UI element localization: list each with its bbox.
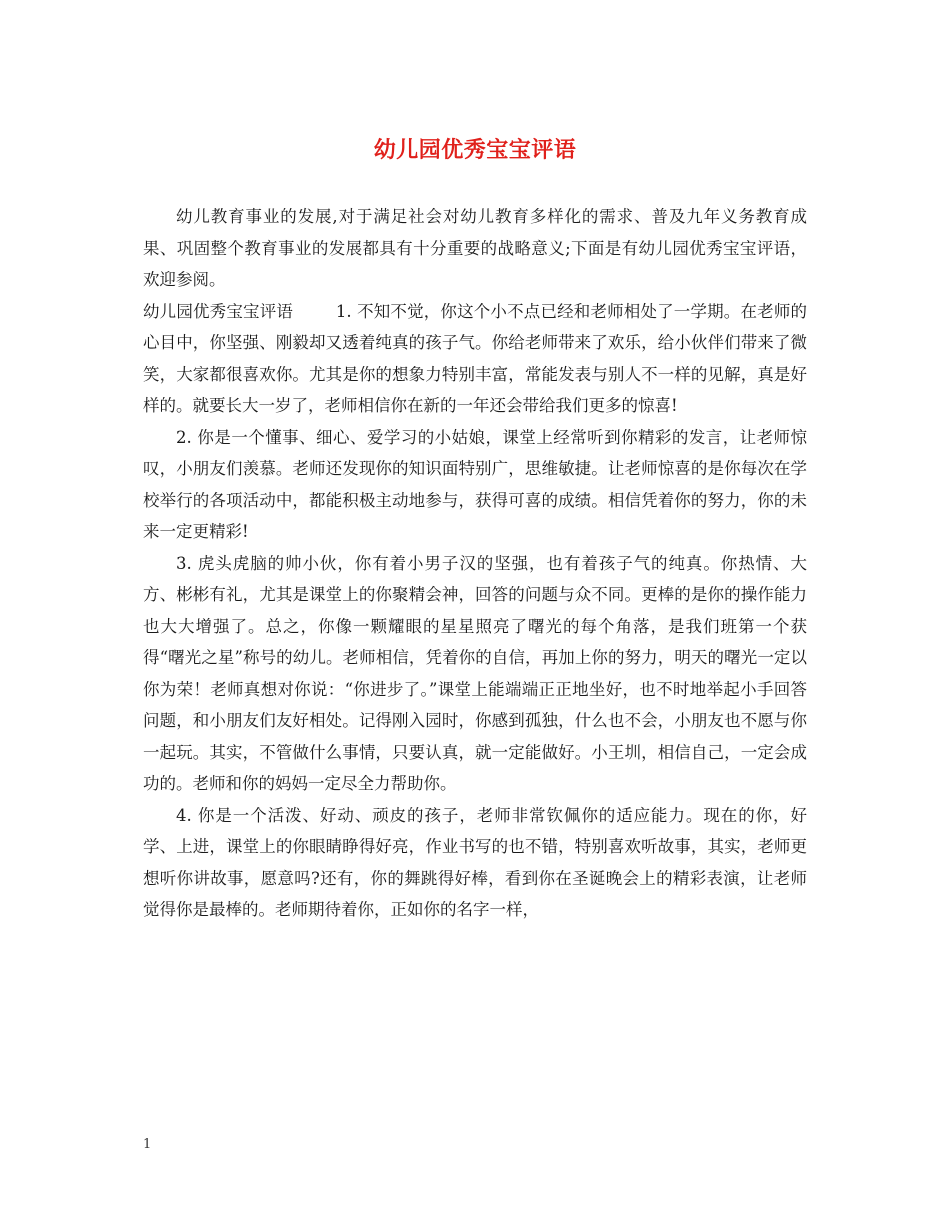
item-4-paragraph: 4. 你是一个活泼、好动、顽皮的孩子，老师非常钦佩你的适应能力。现在的你，好学、上进，课堂上的你眼睛睁得好亮，作业书写的也不错，特别喜欢听故事，其实，老师更想听你讲故事，愿意吗?还有，你的舞跳得好棒，看到你在圣诞晚会上的精彩表演，让老师觉得你是最棒的。老师期待着你，正如你的名字一样， xyxy=(143,805,807,919)
page-number: 1 xyxy=(143,1137,152,1152)
document-body xyxy=(143,201,807,926)
document-title: 幼儿园优秀宝宝评语 xyxy=(373,137,577,163)
section-label: 幼儿园优秀宝宝评语 xyxy=(143,301,294,321)
item-2-paragraph: 2. 你是一个懂事、细心、爱学习的小姑娘，课堂上经常听到你精彩的发言，让老师惊叹，小朋友们羡慕。老师还发现你的知识面特别广，思维敏捷。让老师惊喜的是你每次在学校举行的各项活动中，都能积极主动地参与，获得可喜的成绩。相信凭着你的努力，你的未来一定更精彩! xyxy=(143,427,807,541)
item-3-paragraph: 3. 虎头虎脑的帅小伙，你有着小男子汉的坚强，也有着孩子气的纯真。你热情、大方、彬彬有礼，尤其是课堂上的你聚精会神，回答的问题与众不同。更棒的是你的操作能力也大大增强了。总之，你像一颗耀眼的星星照亮了曙光的每个角落，是我们班第一个获得“曙光之星”称号的幼儿。老师相信，凭着你的自信，再加上你的努力，明天的曙光一定以你为荣！老师真想对你说：“你进步了。”课堂上能端端正正地坐好，也不时地举起小手回答问题，和小朋友们友好相处。记得刚入园时，你感到孤独，什么也不会，小朋友也不愿与你一起玩。其实，不管做什么事情，只要认真，就一定能做好。小王圳，相信自己，一定会成功的。老师和你的妈妈一定尽全力帮助你。 xyxy=(143,553,807,793)
item-1-text: 1. 不知不觉，你这个小不点已经和老师相处了一学期。在老师的心目中，你坚强、刚毅却又透着纯真的孩子气。你给老师带来了欢乐，给小伙伴们带来了微笑，大家都很喜欢你。尤其是你的想象力特别丰富，常能发表与别人不一样的见解，真是好样的。就要长大一岁了，老师相信你在新的一年还会带给我们更多的惊喜! xyxy=(143,301,807,415)
intro-paragraph: 幼儿教育事业的发展,对于满足社会对幼儿教育多样化的需求、普及九年义务教育成果、巩固整个教育事业的发展都具有十分重要的战略意义;下面是有幼儿园优秀宝宝评语，欢迎参阅。 xyxy=(143,207,807,289)
item-1-paragraph xyxy=(143,296,807,422)
